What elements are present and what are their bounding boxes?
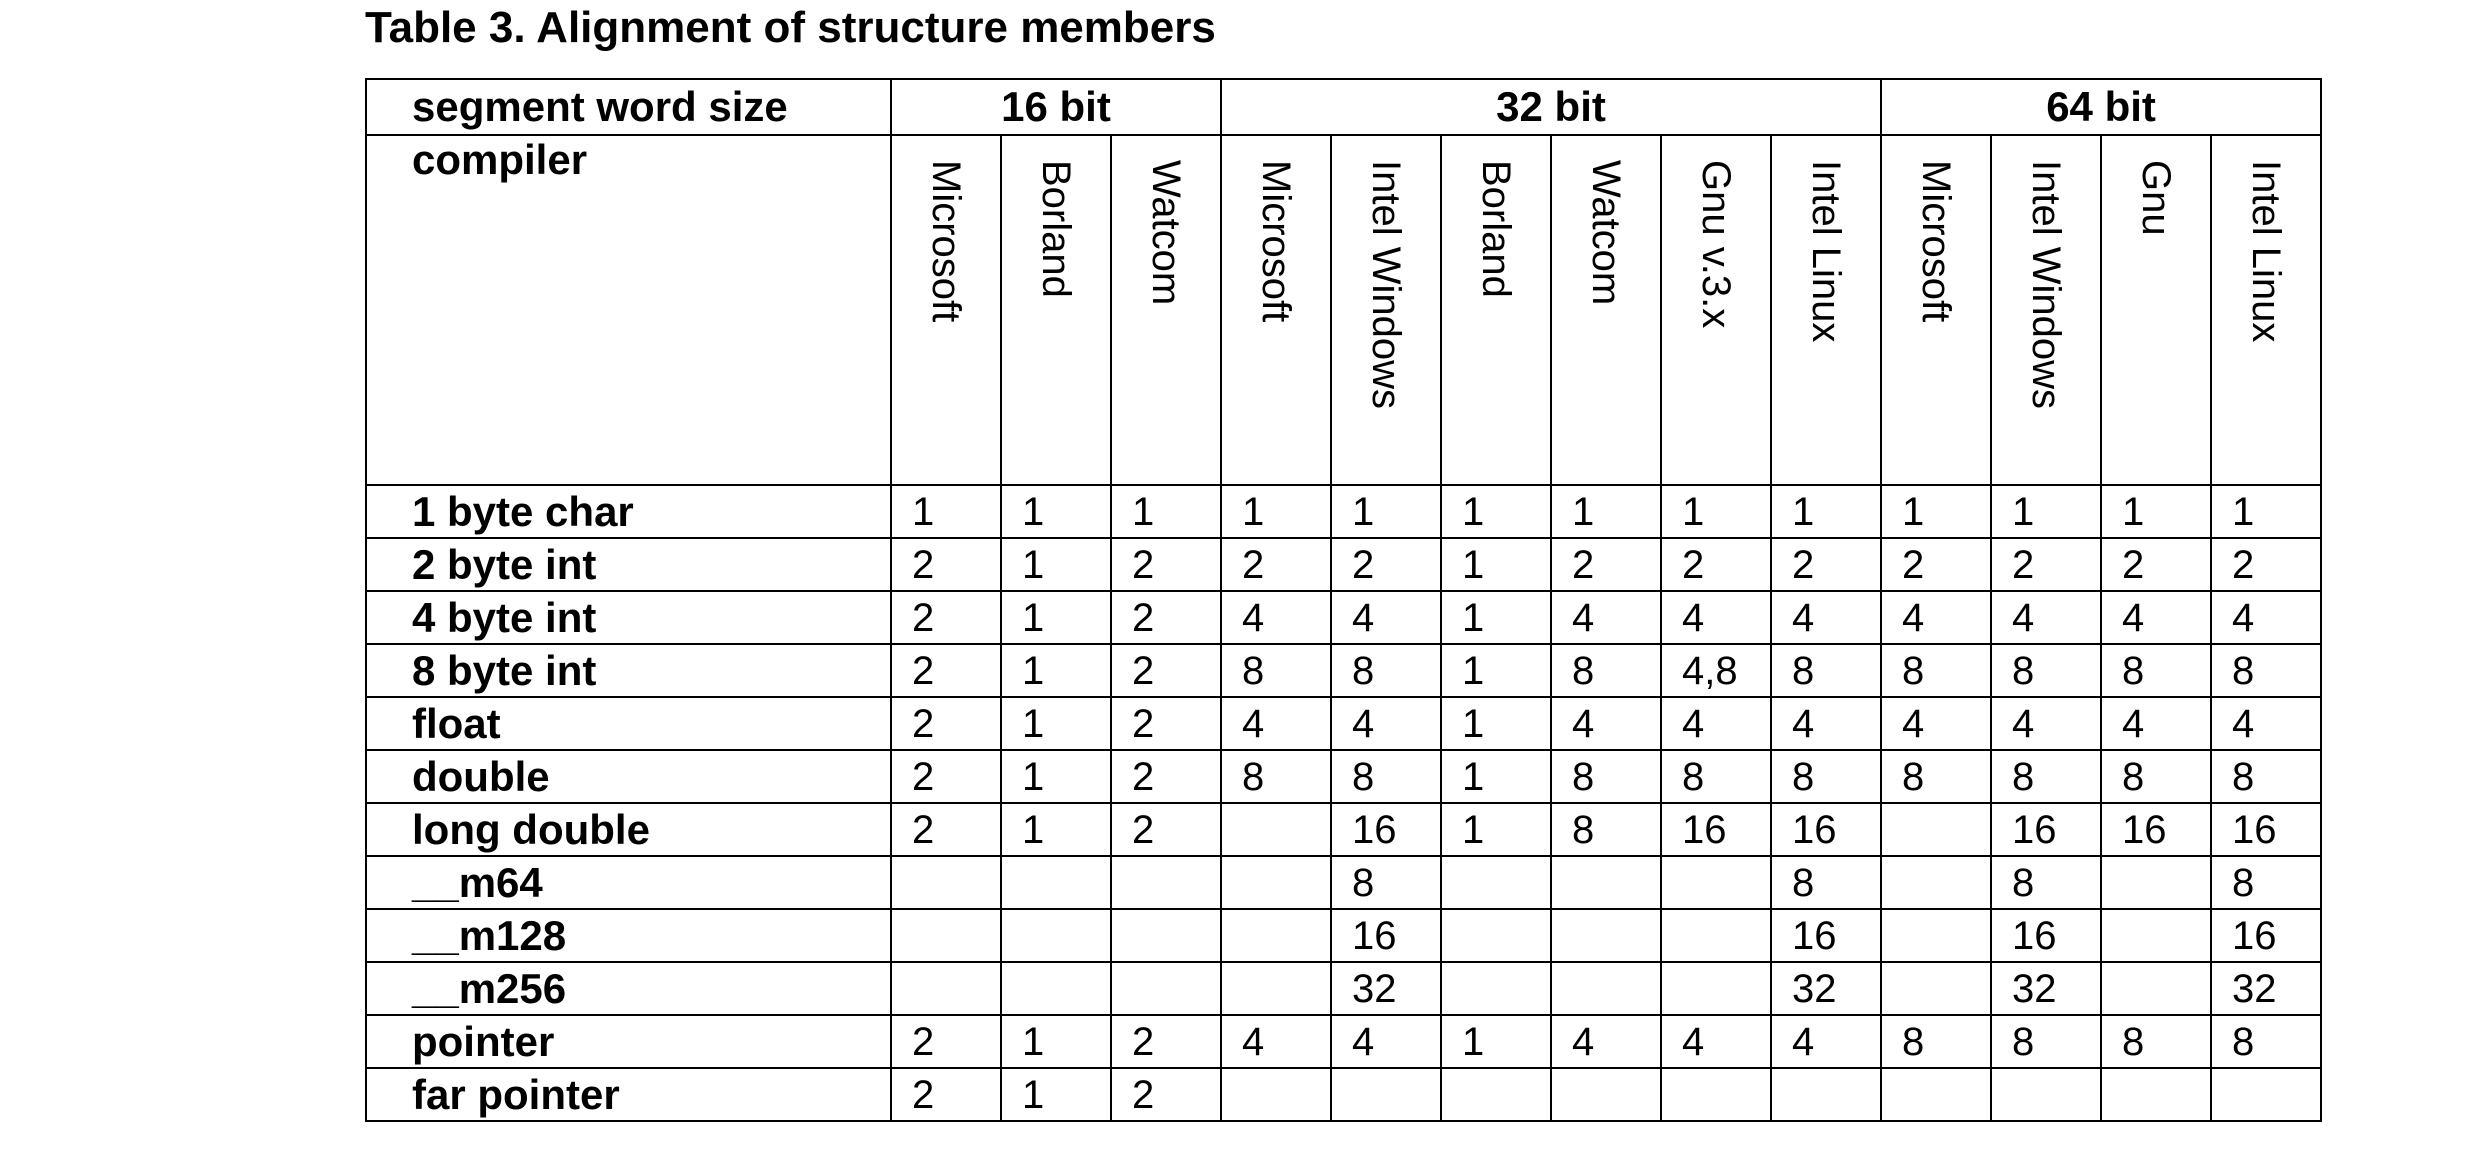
group-header-32-bit: 32 bit [1221, 79, 1881, 135]
table-cell: 8 [1551, 803, 1661, 856]
compiler-name: Gnu v.3.x [1694, 160, 1738, 329]
compiler-name: Intel Windows [1364, 160, 1408, 409]
table-cell [2101, 856, 2211, 909]
table-cell: 8 [1221, 750, 1331, 803]
table-cell: 16 [1331, 803, 1441, 856]
table-cell [1441, 856, 1551, 909]
table-body [366, 485, 2321, 1121]
table-cell: 2 [1881, 538, 1991, 591]
table-cell: 2 [1111, 644, 1221, 697]
compiler-label: compiler [366, 135, 891, 485]
table-cell: 16 [1771, 803, 1881, 856]
compiler-name: Watcom [1144, 160, 1188, 306]
compiler-header [1221, 135, 1331, 485]
table-row [366, 803, 2321, 856]
table-cell: 2 [891, 591, 1001, 644]
table-cell [1441, 1068, 1551, 1121]
table-title: Table 3. Alignment of structure members [365, 3, 1216, 52]
table-cell [1881, 909, 1991, 962]
table-cell [2101, 962, 2211, 1015]
table-cell: 2 [1331, 538, 1441, 591]
compiler-header [891, 135, 1001, 485]
table-cell: 8 [1991, 750, 2101, 803]
compiler-name: Microsoft [924, 160, 968, 323]
compiler-name: Microsoft [1254, 160, 1298, 323]
compiler-name: Gnu [2134, 160, 2179, 236]
compiler-header [1661, 135, 1771, 485]
table-cell [2101, 1068, 2211, 1121]
table-cell: 32 [1331, 962, 1441, 1015]
table-cell: 2 [891, 1015, 1001, 1068]
table-cell: 4 [1991, 697, 2101, 750]
table-cell: 8 [1991, 644, 2101, 697]
table-cell [1881, 803, 1991, 856]
table-cell: 4 [2101, 697, 2211, 750]
table-cell: 8 [2101, 750, 2211, 803]
compiler-name: Borland [1034, 160, 1078, 298]
table-row [366, 591, 2321, 644]
row-label: pointer [366, 1015, 891, 1068]
table-cell: 16 [1661, 803, 1771, 856]
table-cell [1001, 856, 1111, 909]
table-cell [1661, 909, 1771, 962]
table-cell: 4 [1221, 591, 1331, 644]
row-label: __m128 [366, 909, 891, 962]
table-cell [1221, 856, 1331, 909]
table-cell: 2 [1551, 538, 1661, 591]
table-cell: 1 [2211, 485, 2321, 538]
table-cell: 8 [1661, 750, 1771, 803]
compiler-header [1551, 135, 1661, 485]
compiler-name: Microsoft [1914, 160, 1959, 323]
table-cell: 4 [1881, 591, 1991, 644]
row-label: float [366, 697, 891, 750]
table-cell [1111, 962, 1221, 1015]
alignment-table [365, 78, 2322, 1122]
row-label: far pointer [366, 1068, 891, 1121]
table-cell: 8 [1881, 1015, 1991, 1068]
table-cell: 4 [2101, 591, 2211, 644]
table-cell: 2 [891, 803, 1001, 856]
row-label: 4 byte int [366, 591, 891, 644]
table-cell: 1 [1441, 485, 1551, 538]
table-row [366, 485, 2321, 538]
table-cell: 8 [1331, 750, 1441, 803]
table-cell [1661, 1068, 1771, 1121]
table-cell: 1 [2101, 485, 2211, 538]
table-cell: 4,8 [1661, 644, 1771, 697]
table-row [366, 856, 2321, 909]
table-cell [1881, 1068, 1991, 1121]
table-cell: 32 [2211, 962, 2321, 1015]
table-cell: 8 [1221, 644, 1331, 697]
group-header-64-bit: 64 bit [1881, 79, 2321, 135]
table-cell: 4 [1771, 697, 1881, 750]
table-cell [1661, 962, 1771, 1015]
table-cell: 8 [2101, 644, 2211, 697]
table-cell: 1 [891, 485, 1001, 538]
table-cell: 16 [2211, 909, 2321, 962]
compiler-header [2211, 135, 2321, 485]
compiler-name: Intel Linux [2244, 160, 2289, 343]
compiler-header [1331, 135, 1441, 485]
table-cell [1551, 1068, 1661, 1121]
table-cell [1661, 856, 1771, 909]
table-cell: 8 [1991, 856, 2101, 909]
compiler-header [1771, 135, 1881, 485]
table-cell: 16 [1771, 909, 1881, 962]
table-cell [1221, 909, 1331, 962]
table-cell: 1 [1881, 485, 1991, 538]
table-cell [1221, 962, 1331, 1015]
table-cell: 2 [1661, 538, 1771, 591]
compiler-header [1111, 135, 1221, 485]
row-label: double [366, 750, 891, 803]
table-cell: 4 [1331, 1015, 1441, 1068]
table-cell: 4 [1551, 591, 1661, 644]
table-cell [891, 962, 1001, 1015]
table-cell: 8 [1881, 644, 1991, 697]
table-cell: 1 [1551, 485, 1661, 538]
table-cell [1441, 909, 1551, 962]
table-cell: 8 [2211, 1015, 2321, 1068]
table-cell: 4 [1661, 697, 1771, 750]
table-cell: 8 [1551, 750, 1661, 803]
table-cell: 1 [1441, 538, 1551, 591]
table-cell: 2 [2101, 538, 2211, 591]
table-cell: 1 [1001, 1015, 1111, 1068]
table-cell: 1 [1441, 750, 1551, 803]
table-cell: 2 [1111, 538, 1221, 591]
table-cell [1111, 856, 1221, 909]
table-cell: 2 [891, 644, 1001, 697]
table-cell: 1 [1001, 591, 1111, 644]
table-cell: 1 [1001, 538, 1111, 591]
compiler-header [1001, 135, 1111, 485]
table-cell: 8 [1771, 750, 1881, 803]
compiler-name: Intel Windows [2024, 160, 2069, 409]
row-label: 1 byte char [366, 485, 891, 538]
table-cell: 4 [1551, 1015, 1661, 1068]
table-cell: 2 [891, 750, 1001, 803]
table-cell: 8 [1771, 856, 1881, 909]
table-row [366, 697, 2321, 750]
table-cell: 4 [1771, 1015, 1881, 1068]
table-cell [1111, 909, 1221, 962]
table-cell: 4 [1221, 697, 1331, 750]
table-cell: 1 [1111, 485, 1221, 538]
table-row [366, 909, 2321, 962]
table-cell: 16 [2101, 803, 2211, 856]
table-row [366, 1068, 2321, 1121]
table-cell [2101, 909, 2211, 962]
table-cell: 2 [1111, 1015, 1221, 1068]
compiler-name: Watcom [1584, 160, 1628, 306]
table-cell: 8 [1771, 644, 1881, 697]
table-cell [1551, 909, 1661, 962]
table-cell [2211, 1068, 2321, 1121]
table-cell: 2 [1221, 538, 1331, 591]
table-cell [1991, 1068, 2101, 1121]
table-cell: 2 [2211, 538, 2321, 591]
compiler-header [1881, 135, 1991, 485]
table-cell [1221, 803, 1331, 856]
table-cell: 1 [1441, 697, 1551, 750]
table-cell [1001, 909, 1111, 962]
compiler-name: Borland [1474, 160, 1518, 298]
table-cell: 4 [1551, 697, 1661, 750]
table-cell: 8 [2101, 1015, 2211, 1068]
table-cell: 2 [891, 538, 1001, 591]
table-cell: 2 [891, 1068, 1001, 1121]
table-cell: 8 [2211, 856, 2321, 909]
table-cell [1551, 856, 1661, 909]
table-cell: 1 [1441, 803, 1551, 856]
table-cell: 4 [1331, 591, 1441, 644]
table-cell: 32 [1991, 962, 2101, 1015]
table-cell: 1 [1771, 485, 1881, 538]
table-cell: 1 [1001, 1068, 1111, 1121]
table-cell: 8 [1331, 644, 1441, 697]
table-cell: 2 [1771, 538, 1881, 591]
table-cell [1881, 962, 1991, 1015]
compiler-name: Intel Linux [1804, 160, 1849, 343]
row-label: 2 byte int [366, 538, 891, 591]
table-row [366, 750, 2321, 803]
table-cell: 1 [1441, 644, 1551, 697]
table-cell: 32 [1771, 962, 1881, 1015]
compiler-header [1441, 135, 1551, 485]
table-cell: 2 [1111, 803, 1221, 856]
table-cell: 16 [1991, 803, 2101, 856]
table-cell: 1 [1991, 485, 2101, 538]
table-cell: 1 [1001, 697, 1111, 750]
table-cell: 1 [1001, 644, 1111, 697]
table-cell: 1 [1001, 485, 1111, 538]
table-cell: 8 [1881, 750, 1991, 803]
table-cell: 4 [1771, 591, 1881, 644]
table-cell: 4 [1661, 591, 1771, 644]
table-cell: 1 [1661, 485, 1771, 538]
segment-size-header-row [366, 79, 2321, 135]
table-cell: 4 [2211, 591, 2321, 644]
compiler-header [1991, 135, 2101, 485]
group-header-16-bit: 16 bit [891, 79, 1221, 135]
table-cell: 8 [2211, 750, 2321, 803]
table-cell [1551, 962, 1661, 1015]
table-cell [1221, 1068, 1331, 1121]
table-row [366, 538, 2321, 591]
table-cell: 1 [1441, 1015, 1551, 1068]
segment-word-size-label: segment word size [366, 79, 891, 135]
compiler-header [2101, 135, 2211, 485]
table-cell: 2 [1111, 750, 1221, 803]
row-label: __m256 [366, 962, 891, 1015]
table-cell: 8 [2211, 644, 2321, 697]
table-cell: 2 [1111, 697, 1221, 750]
table-cell [1771, 1068, 1881, 1121]
table-cell: 2 [1111, 591, 1221, 644]
table-cell [1441, 962, 1551, 1015]
table-cell: 1 [1001, 750, 1111, 803]
table-row [366, 644, 2321, 697]
table-cell: 4 [1991, 591, 2101, 644]
table-cell: 4 [1221, 1015, 1331, 1068]
table-cell: 1 [1331, 485, 1441, 538]
table-cell: 4 [2211, 697, 2321, 750]
table-cell [1001, 962, 1111, 1015]
row-label: __m64 [366, 856, 891, 909]
row-label: 8 byte int [366, 644, 891, 697]
table-row [366, 962, 2321, 1015]
table-cell: 4 [1331, 697, 1441, 750]
table-cell: 8 [1991, 1015, 2101, 1068]
table-cell: 8 [1331, 856, 1441, 909]
table-cell [1881, 856, 1991, 909]
table-cell [1331, 1068, 1441, 1121]
table-cell: 8 [1551, 644, 1661, 697]
table-cell: 2 [1991, 538, 2101, 591]
table-cell: 1 [1441, 591, 1551, 644]
table-cell: 16 [1331, 909, 1441, 962]
table-cell: 2 [1111, 1068, 1221, 1121]
table-cell: 2 [891, 697, 1001, 750]
table-cell: 1 [1221, 485, 1331, 538]
table-cell: 1 [1001, 803, 1111, 856]
table-cell: 4 [1661, 1015, 1771, 1068]
compiler-header-row [366, 135, 2321, 485]
table-cell [891, 909, 1001, 962]
table-cell: 4 [1881, 697, 1991, 750]
row-label: long double [366, 803, 891, 856]
table-cell: 16 [2211, 803, 2321, 856]
table-cell [891, 856, 1001, 909]
table-cell: 16 [1991, 909, 2101, 962]
table-row [366, 1015, 2321, 1068]
